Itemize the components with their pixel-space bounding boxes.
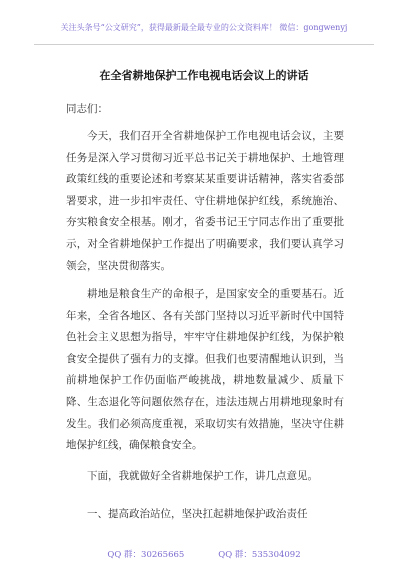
salutation: 同志们： — [66, 103, 108, 115]
section-heading-1: 一、提高政治站位，坚决扛起耕地保护政治责任 — [87, 508, 308, 520]
paragraph-context: 耕地是粮食生产的命根子，是国家安全的重要基石。近年来，全省各地区、各有关部门坚持以习近平新时代中国特色社会主义思想为指导，牢牢守住耕地保护红线，为保护粮食安全提供了强有力的支撑。但我们也要清醒地认识到，当前耕地保护工作仍面临严峻挑战，耕地数量减少、质量下降、生态退化等问题依然存在，违法违规占用耕地现象时有发生。我们必须高度重视，采取切实有效措施，坚决守住耕地保护红线，确保粮食安全。 — [66, 288, 344, 452]
header-divider — [34, 44, 374, 45]
footer-qq-groups — [0, 548, 408, 560]
header-notice[interactable]: 关注头条号“公文研究”，获得最新最全最专业的公文资料库！ 微信：gongwenyj — [60, 23, 348, 32]
qq-group-right: QQ 群：535304092 — [218, 550, 301, 560]
paragraph-intro: 今天，我们召开全省耕地保护工作电视电话会议，主要任务是深入学习贯彻习近平总书记关于耕地保护、土地管理政策红线的重要论述和考察某某重要讲话精神，落实省委部署要求，进一步扣牢责任、守住耕地保护红线，系统施治、夯实粮食安全根基。刚才，省委书记王宁同志作出了重要批示，对全省耕地保护工作提出了明确要求，我们要认真学习领会，坚决贯彻落实。 — [66, 130, 344, 272]
qq-group-left: QQ 群：30265665 — [107, 550, 185, 560]
paragraph-transition: 下面，我就做好全省耕地保护工作，讲几点意见。 — [87, 470, 318, 482]
document-title: 在全省耕地保护工作电视电话会议上的讲话 — [99, 69, 309, 82]
